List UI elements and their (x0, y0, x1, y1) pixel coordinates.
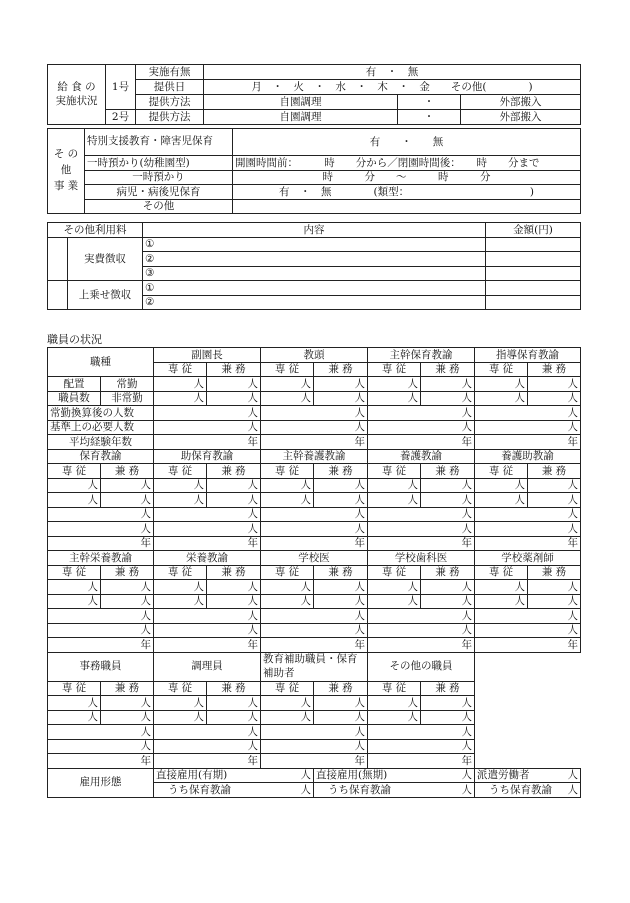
cell-nin[interactable]: 人 (207, 696, 261, 711)
meal-method-label: 提供方法 (136, 95, 204, 110)
fees-header: その他利用料 (48, 223, 143, 238)
col-senju: 専 従 (261, 565, 314, 580)
cell-nin[interactable]: 人 (48, 580, 101, 595)
cell-nin[interactable]: 人 (475, 406, 581, 421)
cell-nin[interactable]: 人 (368, 391, 421, 406)
role-nurse-teacher: 養護教諭 (368, 449, 475, 464)
col-kennin: 兼 務 (314, 565, 368, 580)
cell-nin[interactable]: 人 (154, 594, 207, 609)
col-senju: 専 従 (368, 464, 421, 479)
temp2-value[interactable]: 時 分 ～ 時 分 (233, 170, 581, 185)
direct-fixed-label: 直接雇用(有期) (154, 768, 261, 783)
col-senju: 専 従 (368, 565, 421, 580)
cell-nen[interactable]: 年 (368, 638, 475, 653)
cell-nin[interactable]: 人 (368, 696, 421, 711)
col-kennin: 兼 務 (528, 464, 581, 479)
col-senju: 専 従 (261, 681, 314, 696)
col-senju: 専 従 (48, 464, 101, 479)
col-senju: 専 従 (154, 362, 207, 377)
meal-method1[interactable]: 自園調理 (204, 95, 398, 110)
dispatch-label: 派遣労働者 (475, 768, 528, 783)
fees-extra-amount2[interactable] (486, 295, 581, 310)
cell-nin[interactable]: 人 (101, 493, 154, 508)
cell-nin[interactable]: 人 (368, 739, 475, 754)
cell-nin[interactable]: 人 (207, 710, 261, 725)
cell-nin[interactable]: 人 (475, 493, 528, 508)
direct-indef-sub-label: うち保育教諭 (314, 783, 421, 798)
cell-nen[interactable]: 年 (154, 754, 261, 769)
cell-nin[interactable]: 人 (48, 725, 154, 740)
meal-method1-2[interactable]: 自園調理 (204, 110, 398, 125)
col-kennin: 兼 務 (314, 464, 368, 479)
direct-fixed-sub-count[interactable]: 人 (261, 783, 314, 798)
cell-nin[interactable]: 人 (475, 507, 581, 522)
cell-nen[interactable]: 年 (154, 435, 261, 450)
temp1-label: 一時預かり(幼稚園型) (85, 156, 233, 171)
cell-nin[interactable]: 人 (207, 493, 261, 508)
cell-nin[interactable]: 人 (475, 623, 581, 638)
cell-nin[interactable]: 人 (368, 420, 475, 435)
meal-no1: 1号 (106, 65, 136, 110)
cell-nen[interactable]: 年 (261, 638, 368, 653)
cell-nin[interactable]: 人 (368, 493, 421, 508)
role-other-staff: その他の職員 (368, 652, 475, 681)
role-school-pharmacist: 学校薬剤師 (475, 551, 581, 566)
cell-nin[interactable]: 人 (101, 478, 154, 493)
cell-nen[interactable]: 年 (368, 754, 475, 769)
fees-extra-amount1[interactable] (486, 281, 581, 296)
cell-nen[interactable]: 年 (475, 435, 581, 450)
cell-nin[interactable]: 人 (261, 725, 368, 740)
cell-nin[interactable]: 人 (48, 609, 154, 624)
cell-nin[interactable]: 人 (261, 580, 314, 595)
cell-nin[interactable]: 人 (154, 377, 207, 392)
cell-nin[interactable]: 人 (154, 696, 207, 711)
cell-nin[interactable]: 人 (261, 377, 314, 392)
cell-nin[interactable]: 人 (154, 725, 261, 740)
cell-nin[interactable]: 人 (261, 609, 368, 624)
col-senju: 専 従 (154, 464, 207, 479)
cell-nin[interactable]: 人 (528, 580, 581, 595)
cell-nin[interactable]: 人 (261, 420, 368, 435)
cell-nin[interactable]: 人 (207, 594, 261, 609)
cell-nin[interactable]: 人 (368, 623, 475, 638)
cell-nin[interactable]: 人 (207, 478, 261, 493)
fees-extra-item2[interactable]: ② (143, 295, 486, 310)
col-kennin: 兼 務 (207, 681, 261, 696)
cell-nin[interactable]: 人 (421, 580, 475, 595)
cell-nin[interactable]: 人 (48, 710, 101, 725)
col-senju: 専 従 (261, 464, 314, 479)
cell-nin[interactable]: 人 (314, 594, 368, 609)
cell-nin[interactable]: 人 (154, 420, 261, 435)
role-assistant-nurse-teacher: 養護助教諭 (475, 449, 581, 464)
cell-nin[interactable]: 人 (101, 580, 154, 595)
cell-nin[interactable]: 人 (368, 507, 475, 522)
meal-section-label: 給 食 の 実施状況 (48, 65, 106, 125)
role-education-assistant: 教育補助職員・保育補助者 (261, 652, 368, 681)
dispatch-count[interactable]: 人 (528, 768, 581, 783)
cell-nen[interactable]: 年 (261, 536, 368, 551)
cell-nin[interactable]: 人 (154, 507, 261, 522)
cell-nin[interactable]: 人 (475, 478, 528, 493)
col-kennin: 兼 務 (101, 464, 154, 479)
role-office-staff: 事務職員 (48, 652, 154, 681)
role-nutrition-teacher: 栄養教諭 (154, 551, 261, 566)
col-senju: 専 従 (48, 681, 101, 696)
cell-nin[interactable]: 人 (368, 580, 421, 595)
dispatch-sub-count[interactable]: 人 (528, 783, 581, 798)
temp1-value[interactable]: 開園時間前： 時 分から／閉園時間後： 時 分まで (233, 156, 581, 171)
staff-caption: 職員の状況 (47, 333, 102, 346)
role-head-teacher: 教頭 (261, 348, 368, 363)
direct-fixed-sub-label: うち保育教諭 (154, 783, 261, 798)
cell-nin[interactable]: 人 (48, 623, 154, 638)
fees-extra-label: 上乗せ徴収 (68, 281, 143, 310)
cell-nin[interactable]: 人 (261, 507, 368, 522)
col-senju: 専 従 (368, 362, 421, 377)
cell-nin[interactable]: 人 (421, 493, 475, 508)
label-heikin: 平均経験年数 (48, 435, 154, 450)
cell-nin[interactable]: 人 (101, 710, 154, 725)
role-chief-nutrition-teacher: 主幹栄養教諭 (48, 551, 154, 566)
cell-nin[interactable]: 人 (261, 493, 314, 508)
cell-nin[interactable]: 人 (475, 391, 528, 406)
fees-actual-amount1[interactable] (486, 237, 581, 252)
cell-nin[interactable]: 人 (261, 478, 314, 493)
cell-nin[interactable]: 人 (261, 406, 368, 421)
col-kennin: 兼 務 (421, 565, 475, 580)
role-cook: 調理員 (154, 652, 261, 681)
col-kennin: 兼 務 (101, 681, 154, 696)
fees-actual-amount3[interactable] (486, 266, 581, 281)
cell-nin[interactable]: 人 (154, 609, 261, 624)
col-senju: 専 従 (475, 565, 528, 580)
cell-nin[interactable]: 人 (154, 406, 261, 421)
meal-method2[interactable]: 外部搬入 (461, 95, 581, 110)
cell-nin[interactable]: 人 (314, 478, 368, 493)
cell-nin[interactable]: 人 (261, 696, 314, 711)
cell-nin[interactable]: 人 (421, 696, 475, 711)
meal-impl-label: 実施有無 (136, 65, 204, 80)
meal-day-value[interactable]: 月 ・ 火 ・ 水 ・ 木 ・ 金 その他( ) (204, 80, 581, 95)
cell-nin[interactable]: 人 (261, 739, 368, 754)
cell-nin[interactable]: 人 (101, 594, 154, 609)
col-senju: 専 従 (261, 362, 314, 377)
cell-nin[interactable]: 人 (154, 580, 207, 595)
role-chief-nurse-teacher: 主幹養護教諭 (261, 449, 368, 464)
direct-fixed-count[interactable]: 人 (261, 768, 314, 783)
cell-nin[interactable]: 人 (421, 478, 475, 493)
fees-table (47, 222, 581, 310)
col-senju: 専 従 (154, 681, 207, 696)
cell-nin[interactable]: 人 (154, 478, 207, 493)
staff-kind-label: 職種 (48, 348, 154, 377)
col-senju: 専 従 (475, 464, 528, 479)
col-kennin: 兼 務 (101, 565, 154, 580)
cell-nin[interactable]: 人 (528, 391, 581, 406)
sick-value[interactable]: 有 ・ 無 (類型： ) (233, 185, 581, 200)
cell-nin[interactable]: 人 (421, 391, 475, 406)
fees-extra-item1[interactable]: ① (143, 281, 486, 296)
meal-method-label-2: 提供方法 (136, 110, 204, 125)
col-kennin: 兼 務 (421, 362, 475, 377)
cell-nin[interactable]: 人 (421, 594, 475, 609)
col-kennin: 兼 務 (421, 681, 475, 696)
meal-table (47, 64, 581, 125)
col-senju: 専 従 (48, 565, 101, 580)
col-kennin: 兼 務 (528, 362, 581, 377)
meal-dot-2: ・ (398, 110, 461, 125)
col-kennin: 兼 務 (207, 565, 261, 580)
cell-nin[interactable]: 人 (528, 478, 581, 493)
cell-nin[interactable]: 人 (368, 406, 475, 421)
cell-nin[interactable]: 人 (48, 696, 101, 711)
role-school-dentist: 学校歯科医 (368, 551, 475, 566)
role-vice-principal: 副園長 (154, 348, 261, 363)
cell-nin[interactable]: 人 (154, 623, 261, 638)
col-kennin: 兼 務 (421, 464, 475, 479)
label-haichi: 配置 (48, 377, 101, 392)
etc-value[interactable] (233, 199, 581, 214)
role-school-doctor: 学校医 (261, 551, 368, 566)
cell-nin[interactable]: 人 (48, 594, 101, 609)
cell-nin[interactable]: 人 (314, 493, 368, 508)
label-hijokin: 非常勤 (101, 391, 154, 406)
cell-nen[interactable]: 年 (368, 536, 475, 551)
role-chief-nursery-teacher: 主幹保育教諭 (368, 348, 475, 363)
cell-nen[interactable]: 年 (48, 638, 154, 653)
cell-nin[interactable]: 人 (475, 580, 528, 595)
cell-nin[interactable]: 人 (421, 377, 475, 392)
col-kennin: 兼 務 (207, 362, 261, 377)
col-kennin: 兼 務 (528, 565, 581, 580)
cell-nin[interactable]: 人 (48, 522, 154, 537)
col-kennin: 兼 務 (314, 362, 368, 377)
cell-nin[interactable]: 人 (368, 522, 475, 537)
cell-nin[interactable]: 人 (314, 696, 368, 711)
cell-nen[interactable]: 年 (48, 536, 154, 551)
direct-indef-label: 直接雇用(無期) (314, 768, 421, 783)
cell-nin[interactable]: 人 (207, 377, 261, 392)
label-kanzan: 常勤換算後の人数 (48, 406, 154, 421)
role-nursery-teacher: 保育教諭 (48, 449, 154, 464)
cell-nin[interactable]: 人 (48, 478, 101, 493)
cell-nin[interactable]: 人 (475, 609, 581, 624)
direct-indef-sub-count[interactable]: 人 (421, 783, 475, 798)
cell-nin[interactable]: 人 (261, 710, 314, 725)
col-senju: 専 従 (475, 362, 528, 377)
cell-nin[interactable]: 人 (368, 478, 421, 493)
cell-nin[interactable]: 人 (368, 377, 421, 392)
cell-nin[interactable]: 人 (475, 420, 581, 435)
cell-nin[interactable]: 人 (207, 391, 261, 406)
cell-nin[interactable]: 人 (154, 739, 261, 754)
cell-nin[interactable]: 人 (368, 594, 421, 609)
cell-nin[interactable]: 人 (261, 623, 368, 638)
cell-nin[interactable]: 人 (48, 739, 154, 754)
cell-nin[interactable]: 人 (261, 522, 368, 537)
cell-nen[interactable]: 年 (475, 536, 581, 551)
cell-nin[interactable]: 人 (48, 507, 154, 522)
cell-nin[interactable]: 人 (154, 391, 207, 406)
cell-nin[interactable]: 人 (368, 710, 421, 725)
staff-table (47, 347, 581, 798)
cell-nen[interactable]: 年 (261, 435, 368, 450)
cell-nin[interactable]: 人 (314, 580, 368, 595)
cell-nin[interactable]: 人 (314, 377, 368, 392)
cell-nin[interactable]: 人 (528, 594, 581, 609)
fees-actual-amount2[interactable] (486, 252, 581, 267)
role-guidance-nursery-teacher: 指導保育教諭 (475, 348, 581, 363)
cell-nin[interactable]: 人 (368, 725, 475, 740)
employment-label: 雇用形態 (48, 768, 154, 797)
cell-nin[interactable]: 人 (154, 493, 207, 508)
cell-nin[interactable]: 人 (48, 493, 101, 508)
other-section-label: そ の 他 事 業 (48, 129, 85, 214)
cell-nin[interactable]: 人 (261, 594, 314, 609)
cell-nin[interactable]: 人 (528, 377, 581, 392)
label-jokin: 常勤 (101, 377, 154, 392)
cell-nin[interactable]: 人 (154, 522, 261, 537)
meal-day-label: 提供日 (136, 80, 204, 95)
meal-impl-value[interactable]: 有 ・ 無 (204, 65, 581, 80)
fees-actual-label: 実費徴収 (68, 237, 143, 281)
role-assistant-nursery-teacher: 助保育教諭 (154, 449, 261, 464)
col-senju: 専 従 (154, 565, 207, 580)
label-kijun: 基準上の必要人数 (48, 420, 154, 435)
cell-nin[interactable]: 人 (421, 710, 475, 725)
meal-dot: ・ (398, 95, 461, 110)
special-value[interactable]: 有 ・ 無 (233, 129, 581, 156)
cell-nin[interactable]: 人 (314, 710, 368, 725)
cell-nen[interactable]: 年 (261, 754, 368, 769)
label-shokuin: 職員数 (48, 391, 101, 406)
cell-nin[interactable]: 人 (475, 377, 528, 392)
fees-actual-item1[interactable]: ① (143, 237, 486, 252)
fees-actual-item3[interactable]: ③ (143, 266, 486, 281)
meal-method2-2[interactable]: 外部搬入 (461, 110, 581, 125)
cell-nin[interactable]: 人 (207, 580, 261, 595)
other-business-table (47, 128, 581, 214)
cell-nin[interactable]: 人 (475, 594, 528, 609)
cell-nin[interactable]: 人 (261, 391, 314, 406)
sick-label: 病児・病後児保育 (85, 185, 233, 200)
meal-no2: 2号 (106, 110, 136, 125)
cell-nen[interactable]: 年 (48, 754, 154, 769)
cell-nin[interactable]: 人 (368, 609, 475, 624)
special-label: 特別支援教育・障害児保育 (85, 129, 233, 156)
col-kennin: 兼 務 (314, 681, 368, 696)
cell-nin[interactable]: 人 (528, 493, 581, 508)
col-senju: 専 従 (368, 681, 421, 696)
cell-nin[interactable]: 人 (154, 710, 207, 725)
cell-nen[interactable]: 年 (475, 638, 581, 653)
direct-indef-count[interactable]: 人 (421, 768, 475, 783)
cell-nen[interactable]: 年 (368, 435, 475, 450)
cell-nen[interactable]: 年 (154, 536, 261, 551)
dispatch-sub-label: うち保育教諭 (475, 783, 528, 798)
col-kennin: 兼 務 (207, 464, 261, 479)
cell-nin[interactable]: 人 (101, 696, 154, 711)
temp2-label: 一時預かり (85, 170, 233, 185)
cell-nin[interactable]: 人 (475, 522, 581, 537)
fees-content-header: 内容 (143, 223, 486, 238)
fees-amount-header: 金額(円) (486, 223, 581, 238)
fees-actual-item2[interactable]: ② (143, 252, 486, 267)
cell-nen[interactable]: 年 (154, 638, 261, 653)
cell-nin[interactable]: 人 (314, 391, 368, 406)
etc-label: その他 (85, 199, 233, 214)
